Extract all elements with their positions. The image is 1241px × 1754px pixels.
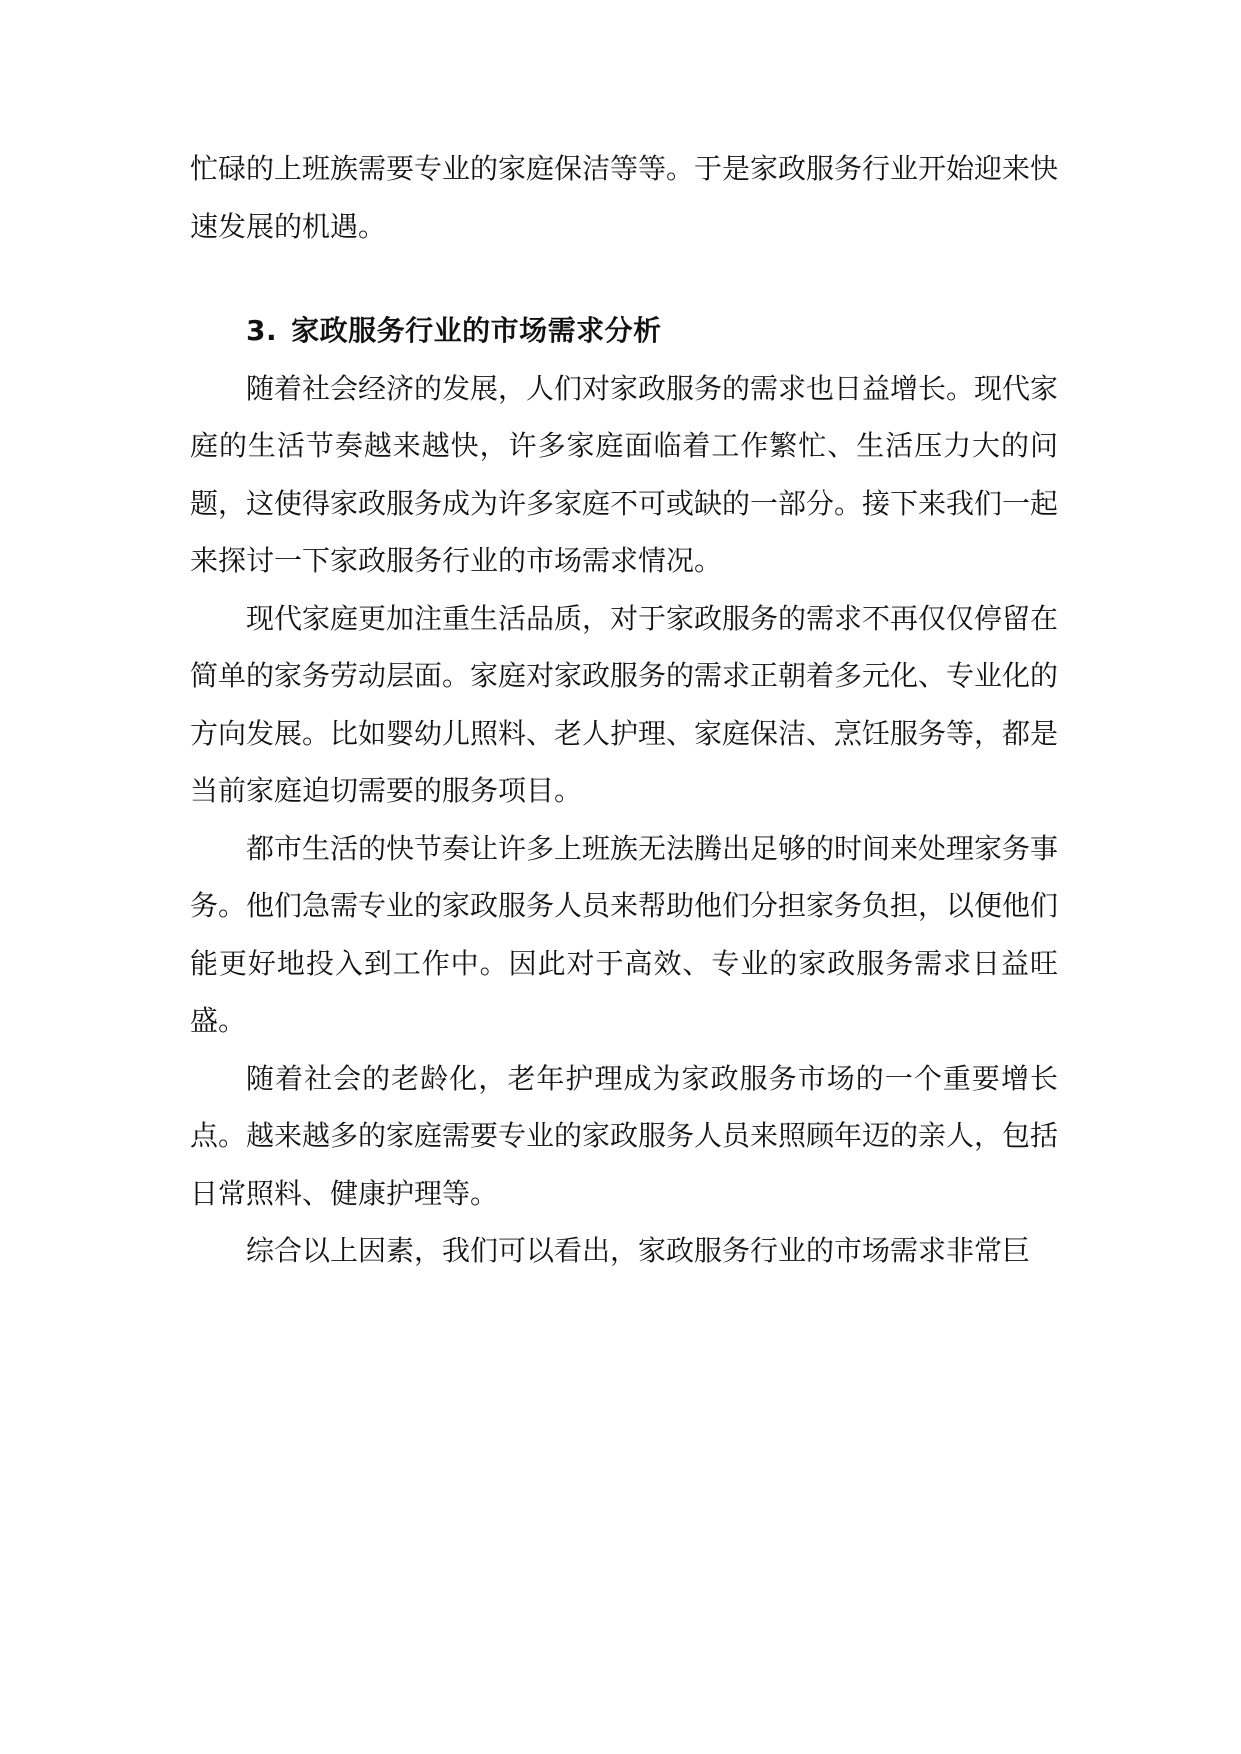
body-paragraph-1: 随着社会经济的发展，人们对家政服务的需求也日益增长。现代家庭的生活节奏越来越快，许多家庭面临着工作繁忙、生活压力大的问题，这使得家政服务成为许多家庭不可或缺的一部分。接下来我们一起来探讨一下家政服务行业的市场需求情况。: [190, 371, 1059, 577]
section-title: 家政服务行业的市场需求分析: [291, 314, 662, 347]
body-paragraph-5: 综合以上因素，我们可以看出，家政服务行业的市场需求非常巨: [246, 1234, 1031, 1267]
body-paragraph-2: 现代家庭更加注重生活品质，对于家政服务的需求不再仅仅停留在简单的家务劳动层面。家庭对家政服务的需求正朝着多元化、专业化的方向发展。比如婴幼儿照料、老人护理、家庭保洁、烹饪服务等，都是当前家庭迫切需要的服务项目。: [190, 601, 1059, 807]
body-paragraph-3: 都市生活的快节奏让许多上班族无法腾出足够的时间来处理家务事务。他们急需专业的家政服务人员来帮助他们分担家务负担，以便他们能更好地投入到工作中。因此对于高效、专业的家政服务需求日益旺盛。: [190, 831, 1059, 1037]
document-content: [190, 140, 1058, 1280]
section-number: 3.: [246, 314, 278, 347]
body-paragraph-4: 随着社会的老龄化，老年护理成为家政服务市场的一个重要增长点。越来越多的家庭需要专业的家政服务人员来照顾年迈的亲人，包括日常照料、健康护理等。: [190, 1061, 1059, 1210]
section-heading: [190, 302, 1058, 360]
intro-continuation-paragraph: 忙碌的上班族需要专业的家庭保洁等等。于是家政服务行业开始迎来快速发展的机遇。: [190, 152, 1059, 243]
